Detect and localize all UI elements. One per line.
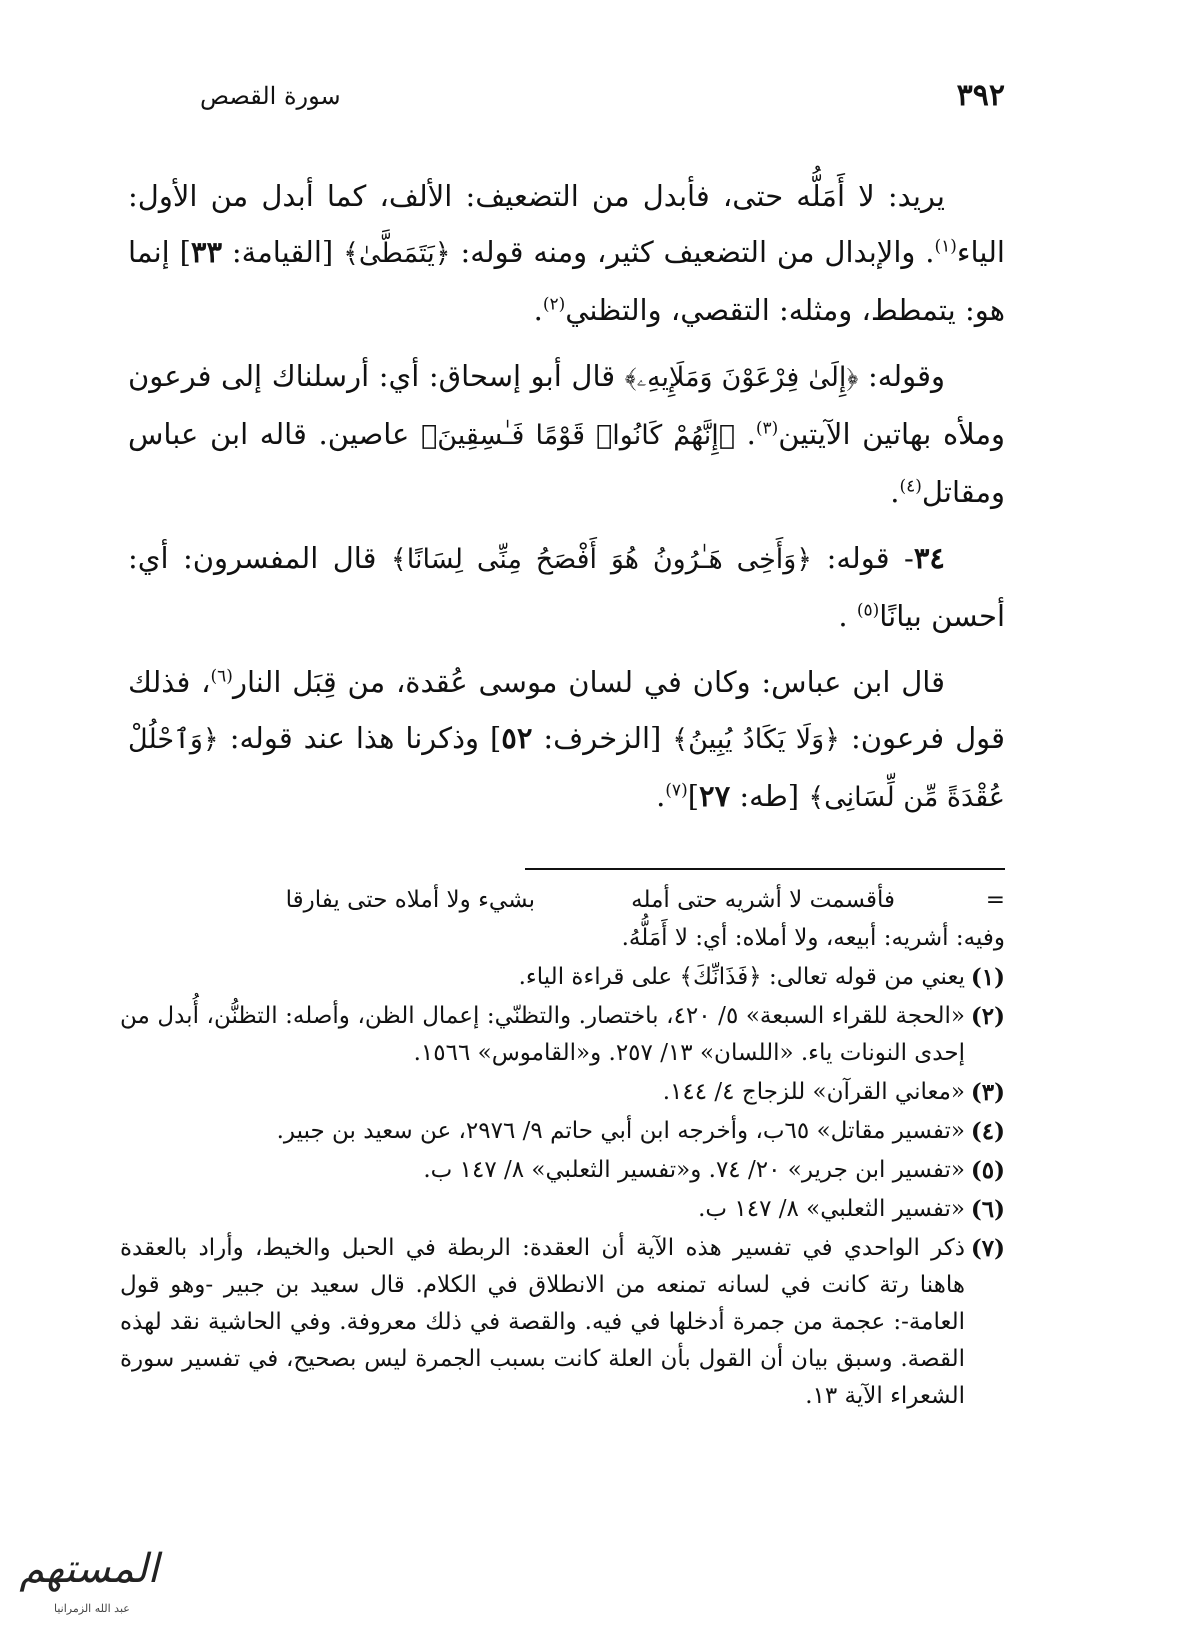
p4-text-c: [الزخرف: — [532, 721, 673, 755]
p2-text-a: وقوله: — [858, 359, 945, 393]
stamp-text: المستهم — [19, 1546, 159, 1592]
footnote-ref-6: (٦) — [210, 666, 233, 687]
p1-text-e: . — [533, 293, 543, 327]
footnote-ref-4: (٤) — [899, 476, 922, 497]
footnote-ref-3: (٣) — [755, 418, 779, 439]
footnote-item — [120, 1074, 1005, 1111]
footnote-item — [120, 1113, 1005, 1150]
verse-number: ٣٣ — [190, 235, 223, 269]
quran-quote: ﴿يَتَمَطَّىٰ﴾ — [343, 238, 451, 269]
p2-text-b: قال أبو إسحاق: أي: أرسلناك إلى فرعون وملأه بهاتين الآيتين — [128, 359, 1006, 451]
p4-text-f: ] — [687, 779, 700, 813]
paragraph-3 — [128, 530, 1005, 644]
poem-hemistich-2: بشيء ولا أملاه حتى يفارقا — [285, 887, 535, 913]
footnote-item — [120, 998, 1005, 1072]
footnote-text: ذكر الواحدي في تفسير هذه الآية أن العقدة: الربطة في الحبل والخيط، وأراد بالعقدة هاهنا رتة كانت في لسانه تمنعه من الانطلاق في الكلام. قال سعيد بن جبير -وهو قول العامة-: عجمة من جمرة أدخلها في فيه. والقصة في ذلك معروفة. وفي الحاشية نقد لهذه القصة. وسبق بيان أن القول بأن العلة كانت بسبب الجمرة ليس بصحيح، في تفسير سورة الشعراء الآية ١٣. — [120, 1235, 965, 1409]
footnote-number: (٣) — [970, 1079, 1005, 1106]
quran-quote: ﴿وَٱحْلُلْ عُقْدَةً مِّن لِّسَانِى﴾ — [128, 724, 1005, 813]
verse-number: ٣٤ — [913, 541, 945, 575]
footnotes — [120, 882, 1005, 1417]
p2-text-e: . — [890, 475, 900, 509]
footnote-text: «تفسير مقاتل» ٦٥ب، وأخرجه ابن أبي حاتم ٩/ ٢٩٧٦، عن سعيد بن جبير. — [276, 1118, 965, 1144]
p1-text-b: . والإبدال من التضعيف كثير، ومنه قوله: — [450, 235, 935, 269]
footnote-number: (٥) — [970, 1157, 1005, 1184]
footnote-ref-5: (٥) — [856, 600, 880, 621]
continuation-mark: = — [985, 887, 1005, 913]
stamp-subtext: عبد الله الزمرانيا — [54, 1602, 130, 1615]
main-text — [128, 168, 1005, 836]
p3-text-b: قال المفسرون: أي: أحسن بيانًا — [128, 541, 1005, 633]
verse-number: ٥٢ — [501, 721, 533, 755]
footnote-number: (٦) — [970, 1196, 1005, 1223]
footnote-text: يعني من قوله تعالى: ﴿فَذَانِّكَ﴾ على قراءة الياء. — [518, 964, 965, 990]
surah-name: سورة القصص — [200, 82, 341, 110]
poem-line — [120, 882, 1005, 920]
footnote-item — [120, 959, 1005, 996]
footnote-ref-2: (٢) — [542, 294, 566, 315]
p2-text-d: عاصين. قاله ابن عباس ومقاتل — [128, 417, 1005, 509]
quran-quote: ﴿إِلَىٰ فِرْعَوْنَ وَمَلَإِيهِۦ﴾ — [624, 362, 859, 393]
footnote-divider — [525, 868, 1005, 870]
p4-text-d: ] وذكرنا هذا عند قوله: — [218, 721, 502, 755]
p3-text-c: . — [838, 599, 857, 633]
footnote-text: «تفسير ابن جرير» ٢٠/ ٧٤. و«تفسير الثعلبي» ٨/ ١٤٧ ب. — [423, 1157, 965, 1183]
p1-text-d: ] إنما هو: يتمطط، ومثله: التقصي، والتظني — [128, 235, 1005, 327]
footnote-number: (٧) — [970, 1235, 1005, 1262]
p1-text-c: [القيامة: — [222, 235, 344, 269]
footnote-text: «تفسير الثعلبي» ٨/ ١٤٧ ب. — [698, 1196, 965, 1222]
quran-quote: ﴿إِنَّهُمْ كَانُوا۟ قَوْمًا فَـٰسِقِينَ﴾ — [421, 420, 735, 451]
library-stamp-logo — [14, 1546, 164, 1626]
poem-hemistich-1: فأقسمت لا أشريه حتى أمله — [631, 887, 895, 913]
p1-text-a: يريد: لا أَمَلُّه حتى، فأبدل من التضعيف: الألف، كما أبدل من الأول: الياء — [128, 179, 1005, 269]
paragraph-1 — [128, 168, 1005, 338]
footnote-ref-1: (١) — [934, 236, 957, 257]
footnote-list — [120, 959, 1005, 1415]
footnote-number: (١) — [970, 964, 1005, 991]
p4-text-a: قال ابن عباس: وكان في لسان موسى عُقدة، من قِبَل النار — [232, 665, 945, 699]
footnote-text: «معاني القرآن» للزجاج ٤/ ١٤٤. — [662, 1079, 965, 1105]
footnote-item — [120, 1152, 1005, 1189]
paragraph-2 — [128, 348, 1005, 520]
quran-quote: ﴿وَلَا يَكَادُ يُبِينُ﴾ — [672, 724, 841, 755]
p4-text-e: [طه: — [730, 779, 809, 813]
footnote-number: (٢) — [970, 1003, 1005, 1030]
footnote-item — [120, 1191, 1005, 1228]
footnote-text: «الحجة للقراء السبعة» ٥/ ٤٢٠، باختصار. والتظنّي: إعمال الظن، وأصله: التظنُّن، أُبدل من إحدى النونات ياء. «اللسان» ١٣/ ٢٥٧. و«القاموس» ١٥٦٦. — [120, 1003, 965, 1066]
page-header — [200, 78, 1005, 128]
paragraph-4 — [128, 654, 1005, 826]
p2-text-c: . — [734, 417, 756, 451]
p4-text-b: ، فذلك قول فرعون: — [128, 665, 1006, 755]
footnote-continuation: وفيه: أشريه: أبيعه، ولا أملاه: أي: لا أَمَلُّهُ. — [621, 925, 1005, 951]
footnote-ref-7: (٧) — [665, 780, 688, 801]
footnote-number: (٤) — [970, 1118, 1005, 1145]
verse-number: ٢٧ — [699, 779, 731, 813]
p3-text-a: - قوله: — [812, 541, 914, 575]
p4-text-g: . — [656, 779, 666, 813]
page-number: ٣٩٢ — [956, 78, 1005, 113]
quran-quote: ﴿وَأَخِى هَـٰرُونُ هُوَ أَفْصَحُ مِنِّى لِسَانًا﴾ — [390, 544, 813, 575]
footnote-item — [120, 1230, 1005, 1415]
